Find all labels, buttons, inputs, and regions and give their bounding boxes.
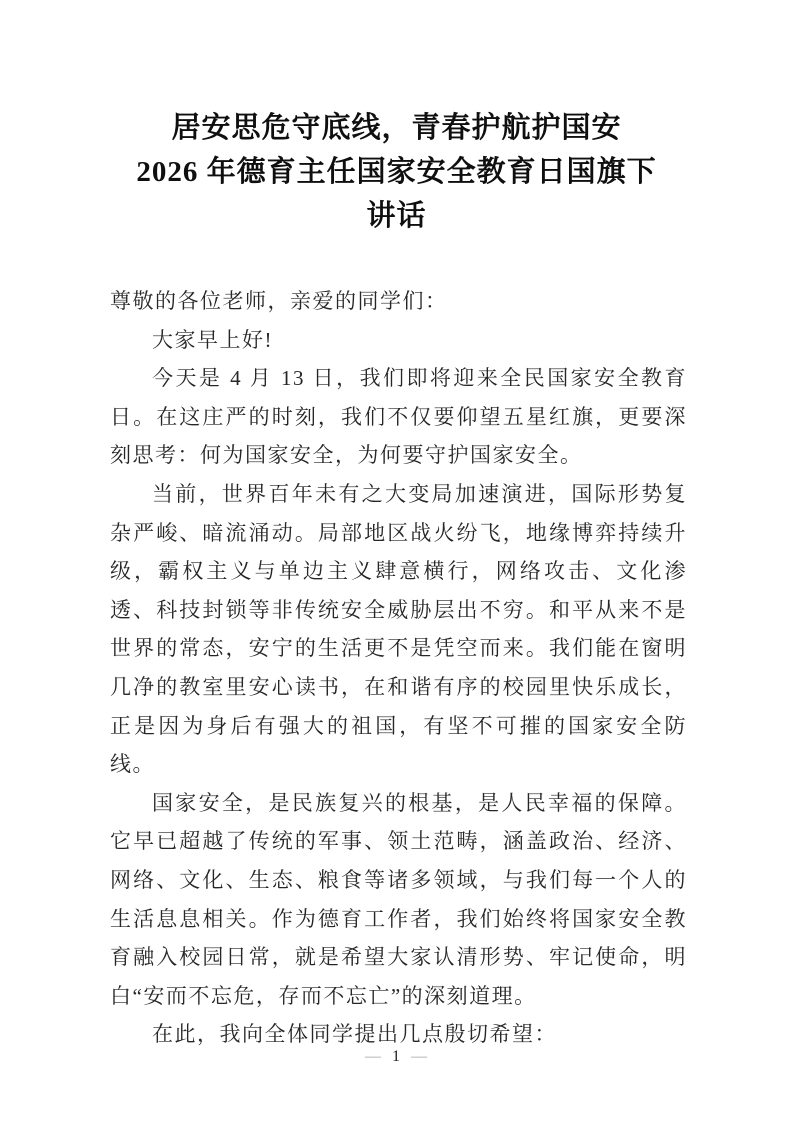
footer-dash-left: — — [365, 1048, 382, 1065]
title-line-3: 讲话 — [366, 200, 427, 232]
body-paragraph: 当前，世界百年未有之大变局加速演进，国际形势复杂严峻、暗流涌动。局部地区战火纷飞，地缘博弈持续升级，霸权主义与单边主义肆意横行，网络攻击、文化渗透、科技封锁等非传统安全威胁层出不穷。和平从来不是世界的常态，安宁的生活更不是凭空而来。我们能在窗明几净的教室里安心读书，在和谐有序的校园里快乐成长，正是因为身后有强大的祖国，有坚不可摧的国家安全防线。 — [110, 481, 687, 777]
document-title — [0, 106, 793, 238]
document-body — [110, 282, 687, 1054]
salutation-paragraph: 尊敬的各位老师，亲爱的同学们： — [110, 289, 448, 313]
title-line-1: 居安思危守底线，青春护航护国安 — [171, 112, 622, 144]
greeting-paragraph: 大家早上好! — [152, 327, 273, 352]
footer-dash-right: — — [411, 1048, 428, 1065]
page-footer — [0, 1048, 793, 1066]
page-number: 1 — [392, 1048, 401, 1065]
body-paragraph: 今天是 4 月 13 日，我们即将迎来全民国家安全教育日。在这庄严的时刻，我们不仅要仰望五星红旗，更要深刻思考：何为国家安全，为何要守护国家安全。 — [110, 366, 687, 468]
body-paragraph: 国家安全，是民族复兴的根基，是人民幸福的保障。它早已超越了传统的军事、领土范畴，涵盖政治、经济、网络、文化、生态、粮食等诸多领域，与我们每一个人的生活息息相关。作为德育工作者，我们始终将国家安全教育融入校园日常，就是希望大家认清形势、牢记使命，明白“安而不忘危，存而不忘亡”的深刻道理。 — [110, 790, 687, 1008]
closing-lead-paragraph: 在此，我向全体同学提出几点殷切希望： — [152, 1022, 557, 1047]
title-line-2: 2026 年德育主任国家安全教育日国旗下 — [136, 156, 657, 188]
